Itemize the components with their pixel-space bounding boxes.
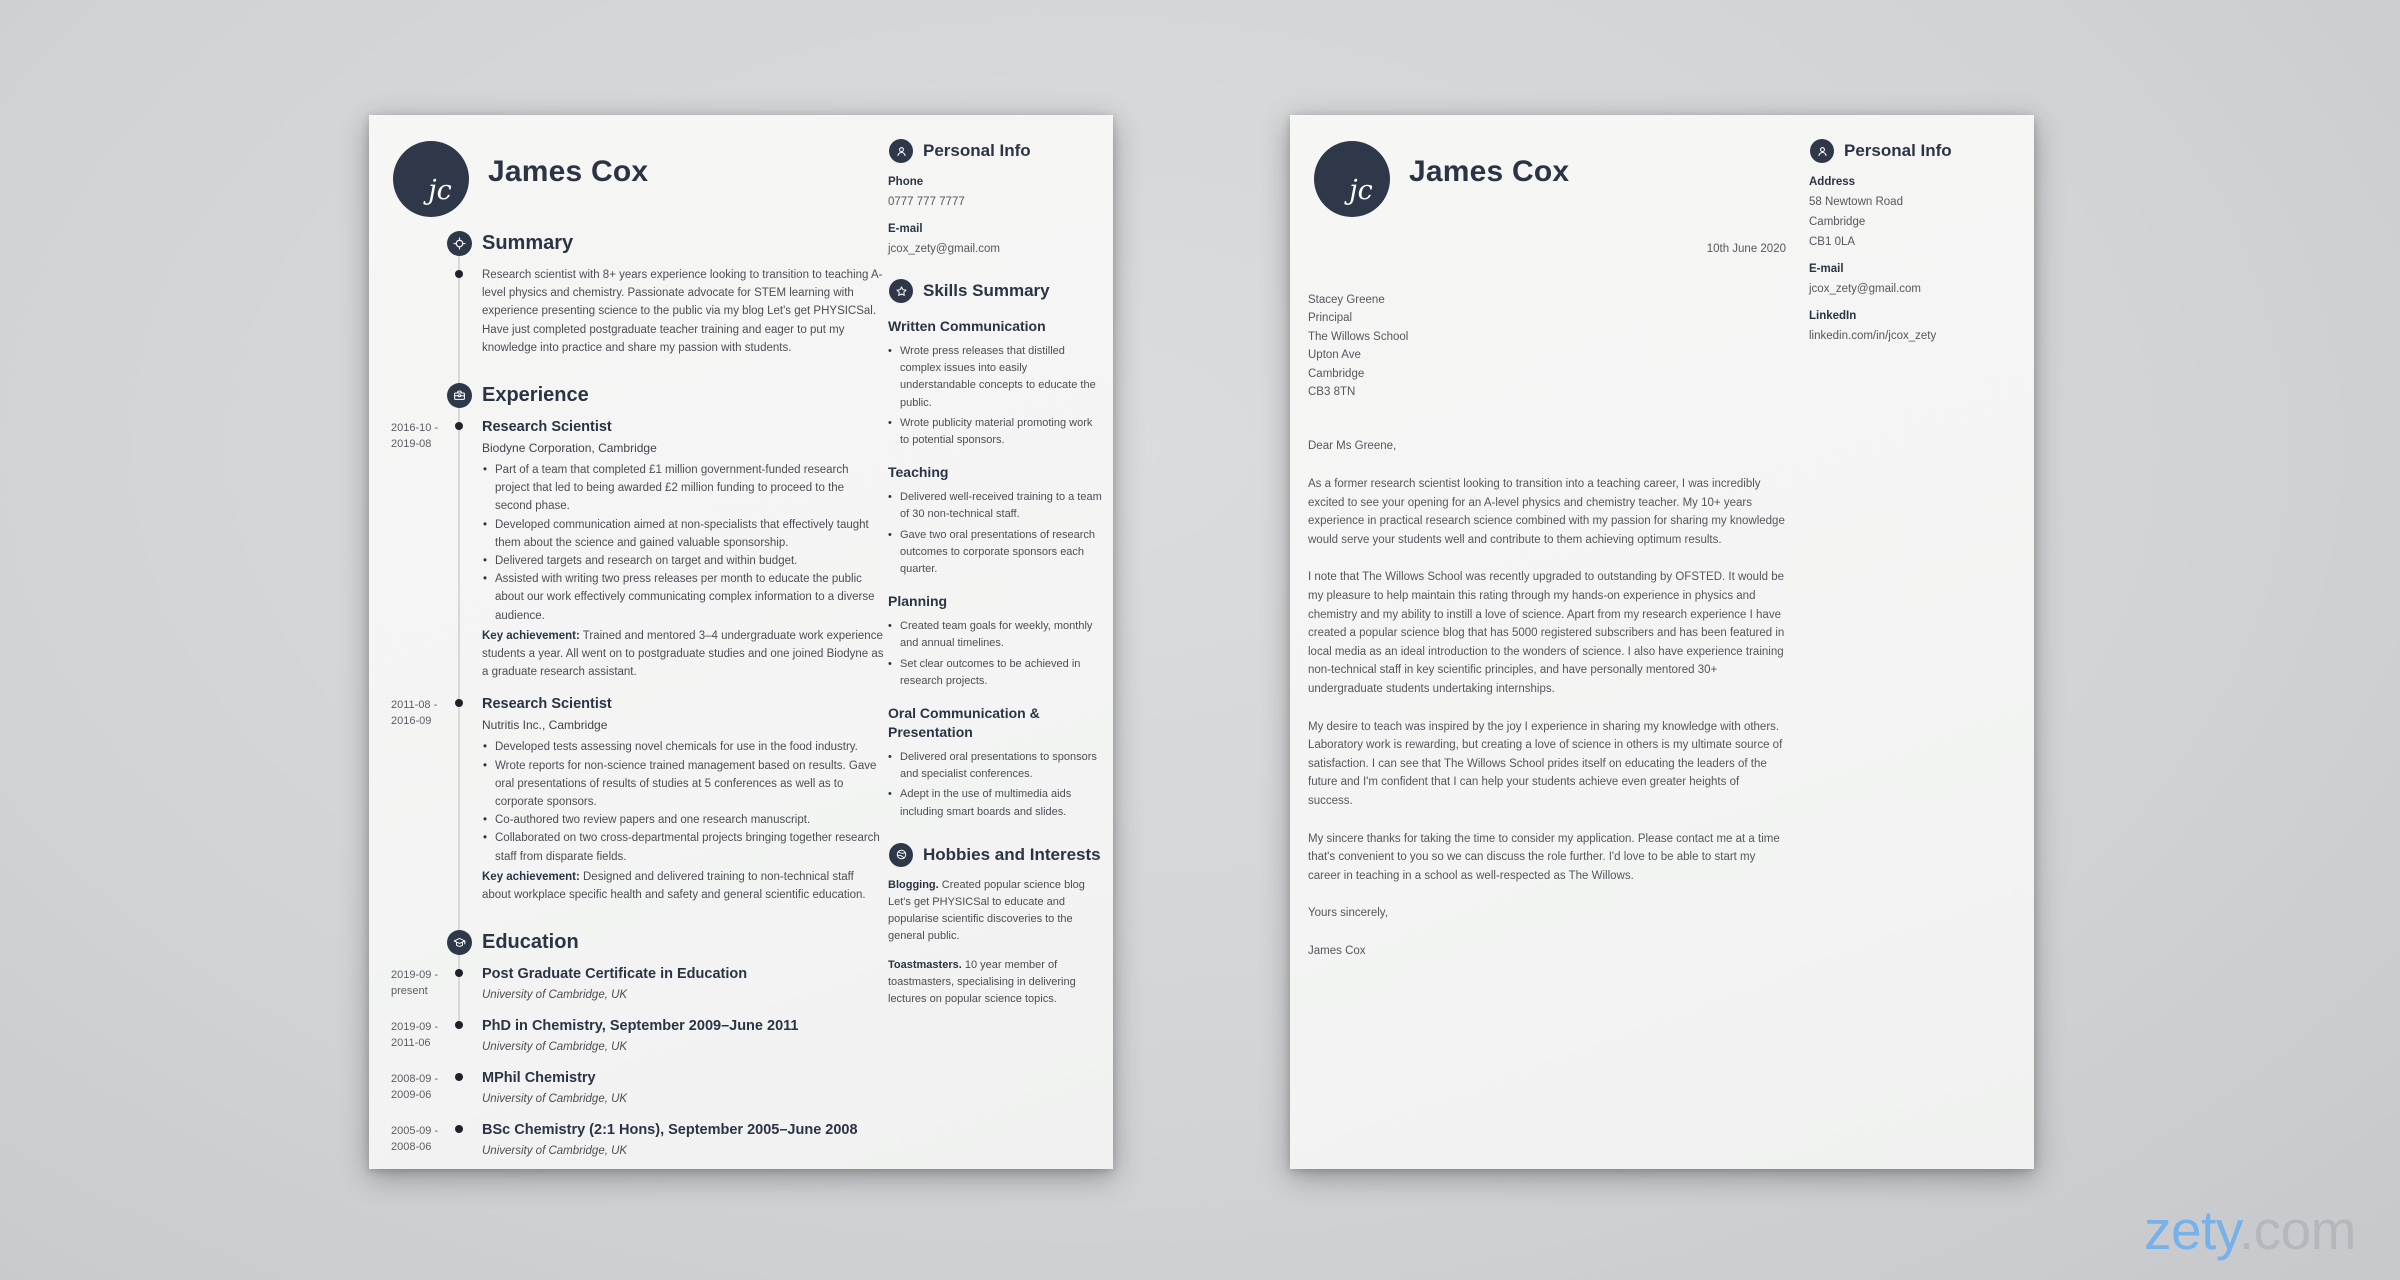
recipient-line: CB3 8TN [1308,386,1356,399]
job-bullet: • Collaborated on two cross-departmental projects bringing together research staff from disparate fields. [482,829,884,865]
cover-letter-name: James Cox [1409,155,1570,188]
skill-bullet: • Delivered well-received training to a team of 30 non-technical staff. [888,489,1104,523]
school-name: University of Cambridge, UK [482,1093,628,1106]
job-bullet: • Wrote reports for non-science trained management based on results. Gave oral presentations of results of studies at 5 conferences as well as to corporate sponsors. [482,757,884,812]
key-achievement: Key achievement: Designed and delivered training to non-technical staff about workplace specific health and safety and general scientific education. [482,870,866,902]
recipient-line: Stacey Greene [1308,294,1385,306]
job-bullets [482,461,884,625]
skill-group [888,463,1104,578]
skill-group [888,704,1104,821]
education-title: Education [482,931,579,954]
recipient-line: Upton Ave [1308,349,1361,362]
zety-domain-text: .com [2238,1199,2356,1261]
education-header [391,930,884,955]
education-item [391,965,884,1017]
experience-item [391,695,884,918]
letter-paragraph: My desire to teach was inspired by the joy I experience in sharing my knowledge with others. Laboratory work is rewarding, but creating a love of science in others is my ultimate source of satisfaction. I can see that The Willows School prides itself on educating the leaders of the future and I'm confident that I can help your students achieve even greater heights of success. [1308,720,1783,807]
email-value: jcox_zety@gmail.com [888,243,1001,255]
skills-section [888,279,1104,821]
resume-sidebar [888,139,1104,1030]
phone-label: Phone [888,176,924,188]
job-bullets [482,738,884,865]
linkedin-label: LinkedIn [1809,310,1857,322]
school-name: University of Cambridge, UK [482,989,628,1002]
address-label: Address [1809,176,1856,188]
resume-main-column [369,231,884,1169]
timeline-dot [455,1125,463,1133]
timeline-dot [455,699,463,707]
experience-section [391,383,884,918]
zety-brand-text: zety [2144,1199,2239,1261]
education-item [391,1069,884,1121]
cover-letter-body [1308,243,1786,961]
letter-paragraph: My sincere thanks for taking the time to consider my application. Please contact me at a time that's convenient to you so we can discuss the role further. I'd love to be able to start my career in teaching in a school as well-respected as The Willows. [1308,832,1780,882]
hobbies-title: Hobbies and Interests [923,844,1101,864]
salutation: Dear Ms Greene, [1308,440,1397,453]
summary-text: Research scientist with 8+ years experience looking to transition to teaching A-level physics and chemistry. Passionate advocate for STEM learning with experience presenting science to the public via my blog Let's get PHYSICSal. Have just completed postgraduate teacher training and eager to put my knowledge into practice and share my passion with students. [482,269,883,354]
experience-header [391,383,884,408]
school-name: University of Cambridge, UK [482,1041,628,1054]
hobby-entry: Toastmasters. 10 year member of toastmasters, specialising in delivering lectures on popular science topics. [888,958,1076,1006]
skill-group-name: Planning [888,593,948,610]
job-company: Biodyne Corporation, Cambridge [482,441,657,456]
graduation-cap-icon [447,930,472,955]
degree-title: MPhil Chemistry [482,1070,596,1087]
avatar-initials: jc [1349,174,1373,206]
personal-info-title: Personal Info [923,141,1031,160]
personal-info-title: Personal Info [1844,141,1952,160]
cover-letter-sidebar [1809,139,2025,366]
skill-group-name: Teaching [888,464,949,481]
degree-title: Post Graduate Certificate in Education [482,966,748,983]
resume-name: James Cox [488,155,649,188]
briefcase-icon [447,383,472,408]
skill-group-name: Oral Communication & Presentation [888,705,1040,741]
timeline-dot [455,422,463,430]
skill-bullet: • Delivered oral presentations to sponsors and specialist conferences. [888,749,1104,783]
cover-letter-page [1290,115,2034,1169]
job-bullet: • Developed communication aimed at non-specialists that effectively taught them about the science and gained valuable sponsorship. [482,516,884,552]
education-dates: 2008-09 - 2009-06 [391,1073,439,1102]
summary-section [391,231,884,371]
recipient-block [1308,291,1786,401]
skills-title: Skills Summary [923,281,1050,300]
school-name: University of Cambridge, UK [482,1145,628,1158]
key-achievement: Key achievement: Trained and mentored 3–4 undergraduate work experience students a year. All went on to postgraduate studies and one joined Biodyne as a graduate research assistant. [482,629,884,679]
skill-bullet: • Created team goals for weekly, monthly and annual timelines. [888,618,1104,652]
avatar-initials: jc [428,174,452,206]
linkedin-value: linkedin.com/in/jcox_zety [1809,330,1937,342]
skill-bullet: • Wrote publicity material promoting work to potential sponsors. [888,415,1104,449]
job-bullet: • Assisted with writing two press releases per month to educate the public about our work effectively communicating complex information to a diverse audience. [482,570,884,625]
person-icon [1810,139,1834,163]
education-section [391,930,884,1169]
letter-paragraph: I note that The Willows School was recently upgraded to outstanding by OFSTED. It would be my pleasure to help maintain this rating through my hands-on experience in physics and chemistry and my ability to instill a love of science. Apart from my research experience I have created a popular science blog that has 5000 registered subscribers and has been featured in local media as an ideal introduction to the wonders of science. I also have experience training non-technical staff in key scientific principles, and have personally mentored 30+ undergraduate students undertaking internships. [1308,571,1785,695]
skill-bullet: • Gave two oral presentations of research outcomes to corporate sponsors each quarter. [888,527,1104,579]
skill-bullet: • Adept in the use of multimedia aids including smart boards and slides. [888,786,1104,820]
skill-group [888,592,1104,690]
letter-date: 10th June 2020 [1706,243,1786,255]
skill-bullet: • Set clear outcomes to be achieved in research projects. [888,656,1104,690]
timeline-dot [455,969,463,977]
timeline-dot [455,1021,463,1029]
recipient-line: Principal [1308,312,1353,325]
job-title: Research Scientist [482,419,612,436]
ball-icon [889,843,913,867]
education-item [391,1017,884,1069]
personal-info-section [888,139,1104,257]
letter-signature: James Cox [1308,944,1366,957]
hobby-entry: Blogging. Created popular science blog Let's get PHYSICSal to educate and popularise scientific discoveries to the general public. [888,878,1085,943]
degree-title: PhD in Chemistry, September 2009–June 2011 [482,1018,799,1035]
experience-dates: 2016-10 - 2019-08 [391,422,439,451]
star-icon [889,279,913,303]
summary-item [391,266,884,371]
degree-title: BSc Chemistry (2:1 Hons), September 2005–June 2008 [482,1122,858,1139]
person-icon [889,139,913,163]
resume-page [369,115,1113,1169]
target-icon [447,231,472,256]
avatar [393,141,469,217]
summary-header [391,231,884,256]
job-bullet: • Delivered targets and research on target and within budget. [482,552,884,570]
summary-title: Summary [482,232,574,254]
experience-dates: 2011-08 - 2016-09 [391,699,438,728]
job-bullet: • Co-authored two review papers and one research manuscript. [482,811,884,829]
skill-group-name: Written Communication [888,318,1046,334]
email-label: E-mail [888,223,923,235]
job-bullet: • Part of a team that completed £1 million government-funded research project that led to being awarded £2 million funding to proceed to the second phase. [482,461,884,516]
email-value: jcox_zety@gmail.com [1809,283,1922,295]
education-item [391,1121,884,1169]
skill-group [888,317,1104,449]
hobbies-section [888,843,1104,1008]
recipient-line: Cambridge [1308,367,1365,380]
recipient-line: The Willows School [1308,330,1409,343]
education-dates: 2019-09 - present [391,969,439,998]
experience-title: Experience [482,384,589,407]
zety-logo [2144,1198,2356,1262]
education-dates: 2005-09 - 2008-06 [391,1125,439,1154]
job-title: Research Scientist [482,696,612,713]
phone-value: 0777 777 7777 [888,196,965,208]
timeline-dot [455,270,463,278]
job-bullet: • Developed tests assessing novel chemicals for use in the food industry. [482,738,884,756]
timeline-dot [455,1073,463,1081]
letter-closing: Yours sincerely, [1308,907,1388,920]
address-value: 58 Newtown Road Cambridge CB1 0LA [1809,196,1903,248]
job-company: Nutritis Inc., Cambridge [482,718,608,733]
experience-item [391,418,884,695]
skill-bullet: • Wrote press releases that distilled complex issues into easily understandable concepts to educate the public. [888,343,1104,412]
email-label: E-mail [1809,263,1844,275]
personal-info-section [1809,139,2025,344]
avatar [1314,141,1390,217]
letter-paragraph: As a former research scientist looking to transition into a teaching career, I was incredibly excited to see your opening for an A-level physics and chemistry teacher. My 10+ years experience in practical research science combined with my passion for sharing my knowledge would serve your students well and contribute to them achieving optimum results. [1308,478,1785,546]
education-dates: 2019-09 - 2011-06 [391,1021,439,1050]
